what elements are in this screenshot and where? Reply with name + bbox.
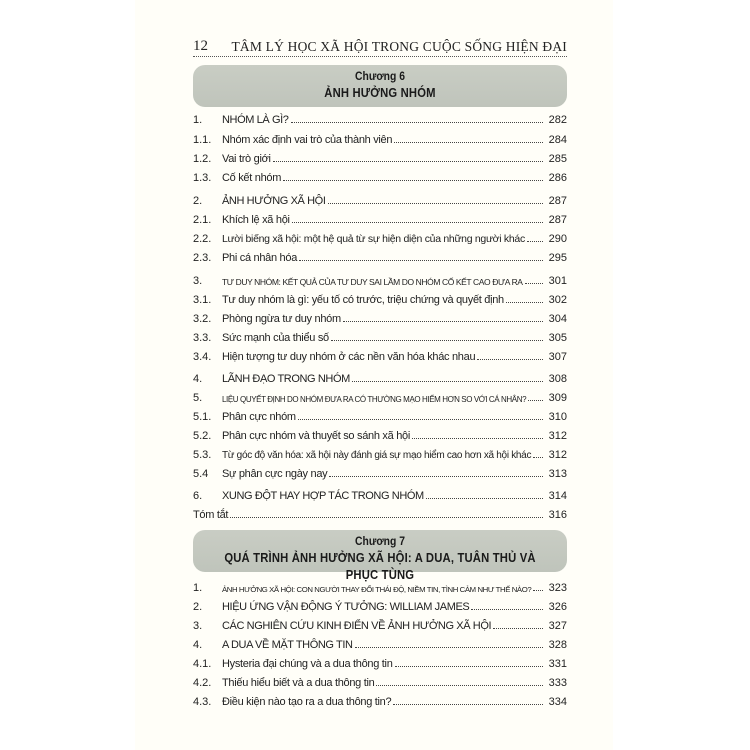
toc-entry-title: Cố kết nhóm bbox=[222, 172, 282, 184]
toc-entry bbox=[193, 447, 567, 461]
toc-entry bbox=[193, 151, 567, 165]
running-header bbox=[193, 38, 567, 57]
toc-entry-title: Thiếu hiểu biết và a dua thông tin bbox=[222, 677, 375, 689]
toc-entry-number: 5.2. bbox=[193, 430, 212, 442]
toc-entry-number: 3. bbox=[193, 620, 203, 632]
toc-entry-title: Nhóm xác định vai trò của thành viên bbox=[222, 134, 393, 146]
dot-leader bbox=[493, 627, 543, 629]
toc-entry-page: 282 bbox=[548, 114, 567, 126]
toc-entry bbox=[193, 193, 567, 207]
toc-entry-number: 4.2. bbox=[193, 677, 212, 689]
dot-leader bbox=[329, 475, 543, 477]
toc-entry-title: Tóm tắt bbox=[193, 509, 229, 521]
dot-leader bbox=[506, 301, 543, 303]
dot-leader bbox=[352, 380, 543, 382]
toc-entry-title: CÁC NGHIÊN CỨU KINH ĐIỂN VỀ ẢNH HƯỞNG XÃ HỘI bbox=[222, 620, 492, 632]
toc-entry-page: 328 bbox=[548, 639, 567, 651]
toc-entry bbox=[193, 170, 567, 184]
toc-entry-number: 3.3. bbox=[193, 332, 212, 344]
toc-entry bbox=[193, 349, 567, 363]
toc-entry-title: Sự phân cực ngày nay bbox=[222, 468, 328, 480]
dot-leader bbox=[376, 684, 543, 686]
toc-entry-title: Lười biếng xã hội: một hệ quả từ sự hiện diện của những người khác bbox=[222, 233, 525, 245]
toc-entry-number: 1. bbox=[193, 114, 203, 126]
toc-entry-number: 2.2. bbox=[193, 233, 212, 245]
dot-leader bbox=[230, 516, 543, 518]
dot-leader bbox=[394, 141, 543, 143]
chapter-number: Chương 7 bbox=[355, 536, 405, 548]
toc-entry-number: 4.3. bbox=[193, 696, 212, 708]
toc-entry-title: Hysteria đại chúng và a dua thông tin bbox=[222, 658, 393, 670]
dot-leader bbox=[343, 320, 543, 322]
dot-leader bbox=[426, 497, 543, 499]
toc-entry-page: 285 bbox=[548, 153, 567, 165]
toc-entry-title: NHÓM LÀ GÌ? bbox=[222, 114, 289, 126]
toc-entry-page: 287 bbox=[548, 195, 567, 207]
toc-entry-page: 304 bbox=[548, 313, 567, 325]
toc-entry-number: 2.1. bbox=[193, 214, 212, 226]
toc-entry-page: 331 bbox=[548, 658, 567, 670]
toc-entry-title: TƯ DUY NHÓM: KẾT QUẢ CỦA TƯ DUY SAI LẦM DO NHÓM CỐ KẾT CAO ĐƯA RA bbox=[222, 277, 523, 287]
chapter-title: QUÁ TRÌNH ẢNH HƯỞNG XÃ HỘI: A DUA, TUÂN THỦ VÀ PHỤC TÙNG bbox=[224, 551, 536, 582]
toc-entry-number: 2.3. bbox=[193, 252, 212, 264]
toc-entry-page: 323 bbox=[548, 582, 567, 594]
toc-entry-number: 1.3. bbox=[193, 172, 212, 184]
dot-leader bbox=[283, 179, 543, 181]
dot-leader bbox=[355, 646, 543, 648]
toc-entry-number: 5.1. bbox=[193, 411, 212, 423]
chapter-title: ẢNH HƯỞNG NHÓM bbox=[324, 86, 436, 100]
toc-entry bbox=[193, 466, 567, 480]
toc-entry-page: 305 bbox=[548, 332, 567, 344]
toc-entry bbox=[193, 212, 567, 226]
toc-entry-title: Phân cực nhóm và thuyết so sánh xã hội bbox=[222, 430, 410, 442]
dot-leader bbox=[533, 589, 543, 591]
toc-entry-page: 316 bbox=[548, 509, 567, 521]
toc-entry-number: 2. bbox=[193, 601, 203, 613]
toc-entry bbox=[193, 637, 567, 651]
toc-entry-page: 310 bbox=[548, 411, 567, 423]
dot-leader bbox=[291, 121, 543, 123]
toc-entry-number: 5. bbox=[193, 392, 203, 404]
toc-entry-title: Từ góc độ văn hóa: xã hội này đánh giá sự mạo hiểm cao hơn xã hội khác bbox=[222, 450, 532, 461]
dot-leader bbox=[471, 608, 543, 610]
toc-entry bbox=[193, 675, 567, 689]
toc-entry-title: LIỆU QUYẾT ĐỊNH DO NHÓM ĐƯA RA CÓ THƯỜNG MẠO HIỂM HƠN SO VỚI CÁ NHÂN? bbox=[222, 395, 527, 404]
toc-entry bbox=[193, 371, 567, 385]
dot-leader bbox=[395, 665, 543, 667]
toc-entry-title: A DUA VỀ MẶT THÔNG TIN bbox=[222, 639, 353, 651]
toc-entry-page: 286 bbox=[548, 172, 567, 184]
toc-entry-title: Tư duy nhóm là gì: yếu tố có trước, triệu chứng và quyết định bbox=[222, 294, 504, 306]
toc-entry-title: ẢNH HƯỞNG XÃ HỘI: CON NGƯỜI THAY ĐỔI THÁI ĐỘ, NIỀM TIN, TÌNH CẢM NHƯ THẾ NÀO? bbox=[222, 585, 532, 594]
toc-entry-page: 314 bbox=[548, 490, 567, 502]
toc-entry-number: 4.1. bbox=[193, 658, 212, 670]
toc-entry-page: 309 bbox=[548, 392, 567, 404]
dot-leader bbox=[533, 456, 543, 458]
toc-entry-number: 3.2. bbox=[193, 313, 212, 325]
toc-entry-page: 334 bbox=[548, 696, 567, 708]
toc-entry-page: 326 bbox=[548, 601, 567, 613]
chapter-7-heading bbox=[193, 530, 567, 582]
toc-entry-title: Phòng ngừa tư duy nhóm bbox=[222, 313, 341, 325]
toc-entry-number: 3.4. bbox=[193, 351, 212, 363]
toc-entry bbox=[193, 488, 567, 502]
toc-entry bbox=[193, 618, 567, 632]
toc-entry bbox=[193, 112, 567, 126]
toc-entry-title: Phân cực nhóm bbox=[222, 411, 296, 423]
dot-leader bbox=[525, 282, 543, 284]
toc-entry-number: 4. bbox=[193, 373, 203, 385]
toc-entry-page: 295 bbox=[548, 252, 567, 264]
toc-entry-title: Hiện tượng tư duy nhóm ở các nền văn hóa khác nhau bbox=[222, 351, 476, 363]
toc-entry-page: 313 bbox=[548, 468, 567, 480]
dot-leader bbox=[273, 160, 543, 162]
toc-entry-number: 5.4 bbox=[193, 468, 209, 480]
toc-entry-page: 312 bbox=[548, 430, 567, 442]
dot-leader bbox=[328, 202, 544, 204]
toc-entry-page: 312 bbox=[548, 449, 567, 461]
toc-entry-title: Phi cá nhân hóa bbox=[222, 252, 298, 264]
toc-entry-number: 4. bbox=[193, 639, 203, 651]
toc-entry bbox=[193, 580, 567, 594]
toc-entry bbox=[193, 694, 567, 708]
toc-entry-title: XUNG ĐỘT HAY HỢP TÁC TRONG NHÓM bbox=[222, 490, 424, 502]
toc-entry-page: 287 bbox=[548, 214, 567, 226]
toc-entry-number: 6. bbox=[193, 490, 203, 502]
toc-entry-title: Sức mạnh của thiểu số bbox=[222, 332, 329, 344]
toc-entry bbox=[193, 292, 567, 306]
toc-entry-title: Vai trò giới bbox=[222, 153, 271, 165]
toc-entry-page: 290 bbox=[548, 233, 567, 245]
toc-entry bbox=[193, 250, 567, 264]
toc-entry bbox=[193, 390, 567, 404]
toc-entry-number: 3. bbox=[193, 275, 203, 287]
dot-leader bbox=[298, 418, 543, 420]
toc-entry-title: HIỆU ỨNG VẬN ĐỘNG Ý TƯỞNG: WILLIAM JAMES bbox=[222, 601, 470, 613]
toc-entry bbox=[193, 330, 567, 344]
toc-entry-title: ẢNH HƯỞNG XÃ HỘI bbox=[222, 195, 326, 207]
toc-entry bbox=[193, 507, 567, 521]
dot-leader bbox=[527, 240, 543, 242]
book-title: TÂM LÝ HỌC XÃ HỘI TRONG CUỘC SỐNG HIỆN ĐẠI bbox=[231, 39, 567, 54]
toc-entry-page: 327 bbox=[548, 620, 567, 632]
toc-entry-number: 5.3. bbox=[193, 449, 212, 461]
dot-leader bbox=[393, 703, 543, 705]
page-number: 12 bbox=[193, 38, 208, 54]
toc-entry bbox=[193, 231, 567, 245]
dot-leader bbox=[412, 437, 543, 439]
chapter-number: Chương 6 bbox=[355, 71, 405, 83]
toc-entry-page: 308 bbox=[548, 373, 567, 385]
toc-entry-page: 284 bbox=[548, 134, 567, 146]
toc-entry-title: Điều kiện nào tạo ra a dua thông tin? bbox=[222, 696, 392, 708]
toc-entry bbox=[193, 656, 567, 670]
toc-entry bbox=[193, 132, 567, 146]
toc-entry bbox=[193, 599, 567, 613]
dot-leader bbox=[528, 399, 543, 401]
toc-entry-number: 1.2. bbox=[193, 153, 212, 165]
toc-entry bbox=[193, 273, 567, 287]
dot-leader bbox=[477, 358, 543, 360]
toc-entry-number: 1. bbox=[193, 582, 203, 594]
toc-entry-page: 302 bbox=[548, 294, 567, 306]
dot-leader bbox=[331, 339, 543, 341]
toc-entry-page: 307 bbox=[548, 351, 567, 363]
toc-entry-page: 333 bbox=[548, 677, 567, 689]
chapter-6-heading bbox=[193, 65, 567, 107]
dot-leader bbox=[299, 259, 543, 261]
toc-entry bbox=[193, 409, 567, 423]
toc-entry-number: 2. bbox=[193, 195, 203, 207]
toc-entry bbox=[193, 311, 567, 325]
dot-leader bbox=[292, 221, 543, 223]
toc-entry-title: Khích lệ xã hội bbox=[222, 214, 290, 226]
toc-entry-number: 3.1. bbox=[193, 294, 212, 306]
toc-entry-page: 301 bbox=[548, 275, 567, 287]
toc-entry-number: 1.1. bbox=[193, 134, 212, 146]
toc-entry bbox=[193, 428, 567, 442]
toc-entry-title: LÃNH ĐẠO TRONG NHÓM bbox=[222, 373, 350, 385]
